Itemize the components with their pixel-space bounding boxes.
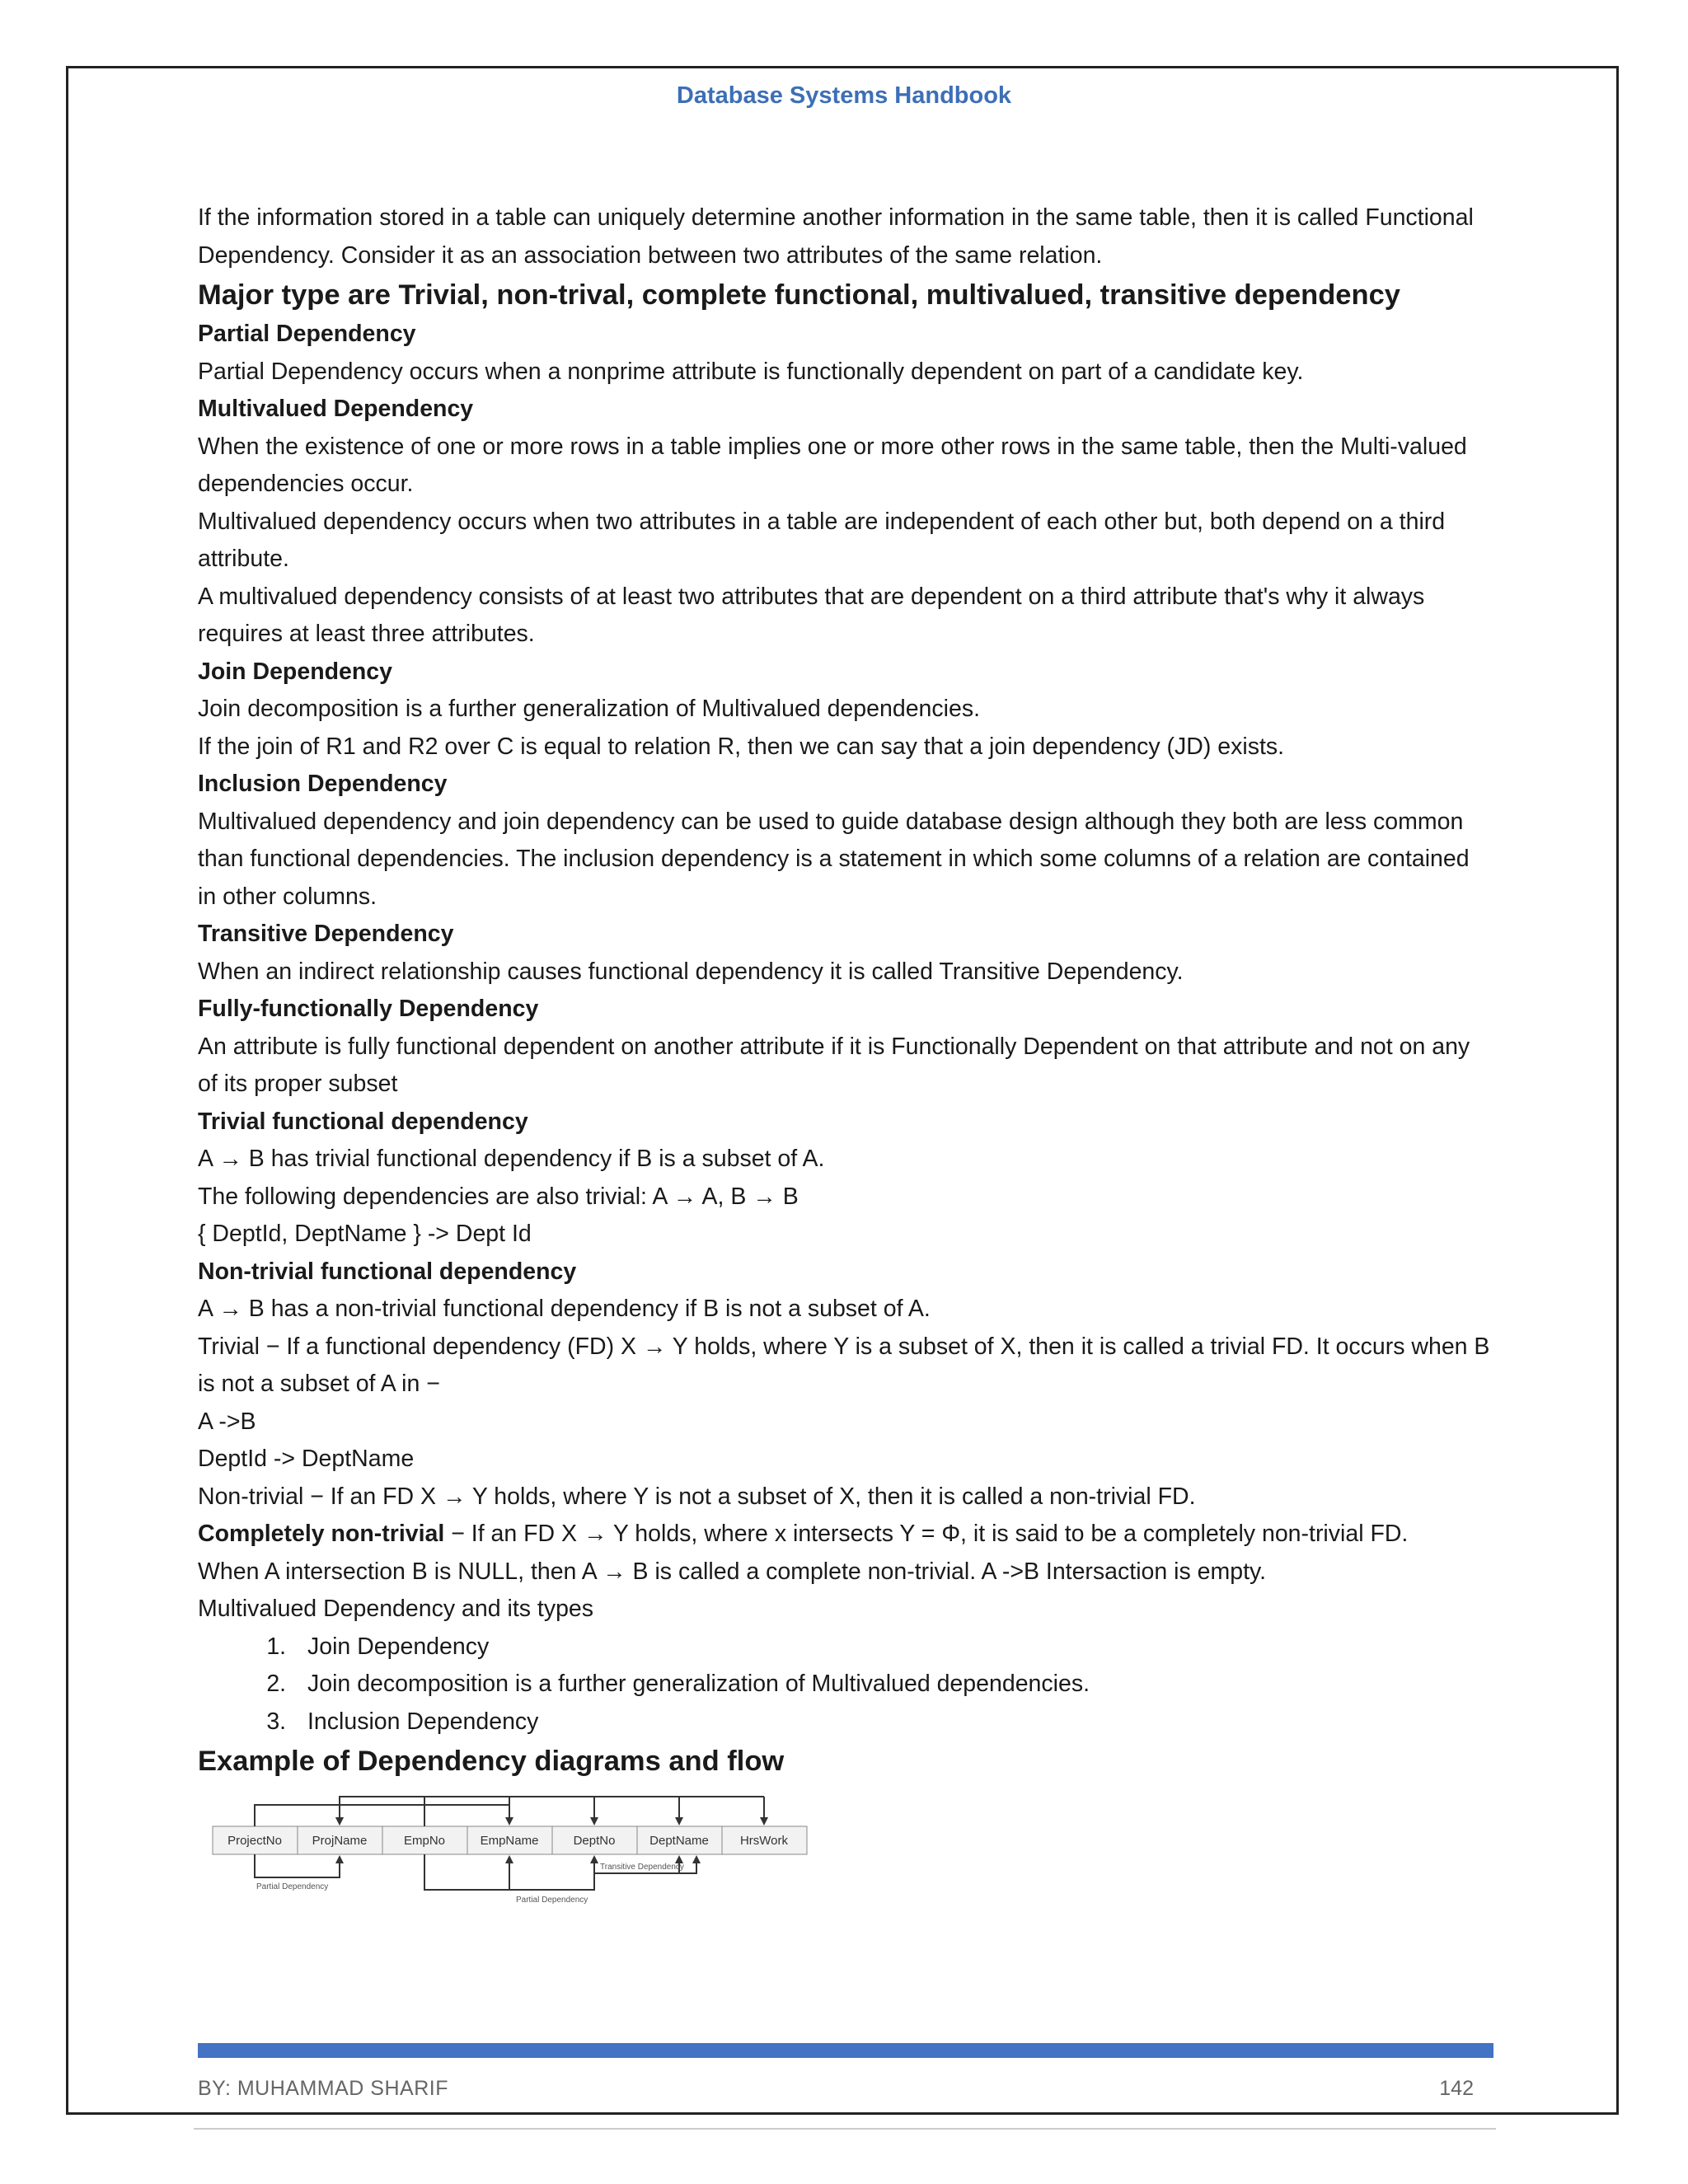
footer-author: BY: MUHAMMAD SHARIF xyxy=(198,2077,448,2100)
join-text-2: If the join of R1 and R2 over C is equal to relation R, then we can say that a join dependency (JD) exists. xyxy=(198,733,1285,760)
nontrivial-fd-heading: Non-trivial functional dependency xyxy=(198,1258,577,1285)
page-header-title: Database Systems Handbook xyxy=(676,82,1012,109)
inclusion-dependency-heading: Inclusion Dependency xyxy=(198,771,448,797)
list-item: 2. Join decomposition is a further generalization of Multivalued dependencies. xyxy=(293,1666,1492,1704)
footer-bar xyxy=(198,2043,1493,2058)
diagram-cell-label: ProjName xyxy=(312,1834,368,1848)
diagram-labels xyxy=(256,1863,684,1905)
diagram-cells xyxy=(213,1826,807,1854)
nontrivial-text-1: A → B has a non-trivial functional dependency if B is not a subset of A. xyxy=(198,1296,931,1322)
page-content xyxy=(198,199,1492,1915)
diagram-cell-label: DeptName xyxy=(649,1834,709,1848)
nontrivial-text-5: Non-trivial − If an FD X → Y holds, where Y is not a subset of X, then it is called a non-trivial FD. xyxy=(198,1483,1196,1510)
intro-paragraph: If the information stored in a table can uniquely determine another information in the same table, then it is called Functional Dependency. Consider it as an association between two attributes of the same relation. xyxy=(198,204,1474,269)
completely-nontrivial-paragraph xyxy=(198,1516,1492,1554)
nontrivial-text-4: DeptId -> DeptName xyxy=(198,1446,415,1472)
dependency-diagram xyxy=(204,1787,831,1910)
partial-dependency-text: Partial Dependency occurs when a nonprime attribute is functionally dependent on part of a candidate key. xyxy=(198,358,1304,385)
types-list xyxy=(198,1629,1492,1741)
bottom-divider xyxy=(194,2128,1496,2130)
list-item: 3. Inclusion Dependency xyxy=(293,1704,1492,1741)
nontrivial-text-3: A ->B xyxy=(198,1408,256,1435)
completely-nontrivial-text: − If an FD X → Y holds, where x intersects Y = Φ, it is said to be a completely non-trivial FD. xyxy=(444,1521,1409,1547)
example-heading: Example of Dependency diagrams and flow xyxy=(198,1746,785,1777)
transitive-text: When an indirect relationship causes functional dependency it is called Transitive Dependency. xyxy=(198,958,1184,985)
partial-dependency-label: Partial Dependency xyxy=(516,1896,588,1905)
partial-dependency-label: Partial Dependency xyxy=(256,1882,329,1891)
multivalued-text-3: A multivalued dependency consists of at least two attributes that are dependent on a third attribute that's why it always requires at least three attributes. xyxy=(198,583,1425,647)
diagram-cell-label: HrsWork xyxy=(739,1834,789,1848)
diagram-arrows-top xyxy=(255,1797,764,1826)
trivial-fd-heading: Trivial functional dependency xyxy=(198,1108,528,1135)
multivalued-text-2: Multivalued dependency occurs when two attributes in a table are independent of each other but, both depend on a third attribute. xyxy=(198,508,1446,572)
fully-functional-text: An attribute is fully functional dependent on another attribute if it is Functionally Dependent on that attribute and not on any of its proper subset xyxy=(198,1033,1470,1097)
transitive-dependency-heading: Transitive Dependency xyxy=(198,921,454,947)
types-intro: Multivalued Dependency and its types xyxy=(198,1596,594,1622)
multivalued-dependency-heading: Multivalued Dependency xyxy=(198,396,474,422)
fully-functional-heading: Fully-functionally Dependency xyxy=(198,996,539,1022)
diagram-cell-label: EmpName xyxy=(480,1834,539,1848)
page-number: 142 xyxy=(1439,2077,1474,2100)
inclusion-text: Multivalued dependency and join dependency can be used to guide database design although they both are less common than functional dependencies. The inclusion dependency is a statement in which some columns of a relation are contained in other columns. xyxy=(198,808,1470,910)
trivial-text-3: { DeptId, DeptName } -> Dept Id xyxy=(198,1221,532,1247)
diagram-cell-label: DeptNo xyxy=(573,1834,616,1848)
diagram-cell-label: ProjectNo xyxy=(227,1834,282,1848)
list-item: 1. Join Dependency xyxy=(293,1629,1492,1666)
transitive-dependency-label: Transitive Dependency xyxy=(600,1863,684,1872)
major-types-heading: Major type are Trivial, non-trival, complete functional, multivalued, transitive dependency xyxy=(198,279,1400,311)
trivial-text-1: A → B has trivial functional dependency if B is a subset of A. xyxy=(198,1146,825,1172)
diagram-cell-label: EmpNo xyxy=(403,1834,446,1848)
join-text-1: Join decomposition is a further generalization of Multivalued dependencies. xyxy=(198,696,980,722)
complete-text-2: When A intersection B is NULL, then A → B is called a complete non-trivial. A ->B Intersaction is empty. xyxy=(198,1558,1267,1585)
completely-nontrivial-label: Completely non-trivial xyxy=(198,1521,445,1547)
partial-dependency-heading: Partial Dependency xyxy=(198,321,416,347)
trivial-text-2: The following dependencies are also trivial: A → A, B → B xyxy=(198,1183,799,1210)
multivalued-text-1: When the existence of one or more rows in a table implies one or more other rows in the same table, then the Multi-valued dependencies occur. xyxy=(198,433,1467,497)
nontrivial-text-2: Trivial − If a functional dependency (FD) X → Y holds, where Y is a subset of X, then it is called a trivial FD. It occurs when B is not a subset of A in − xyxy=(198,1333,1490,1397)
join-dependency-heading: Join Dependency xyxy=(198,658,392,685)
